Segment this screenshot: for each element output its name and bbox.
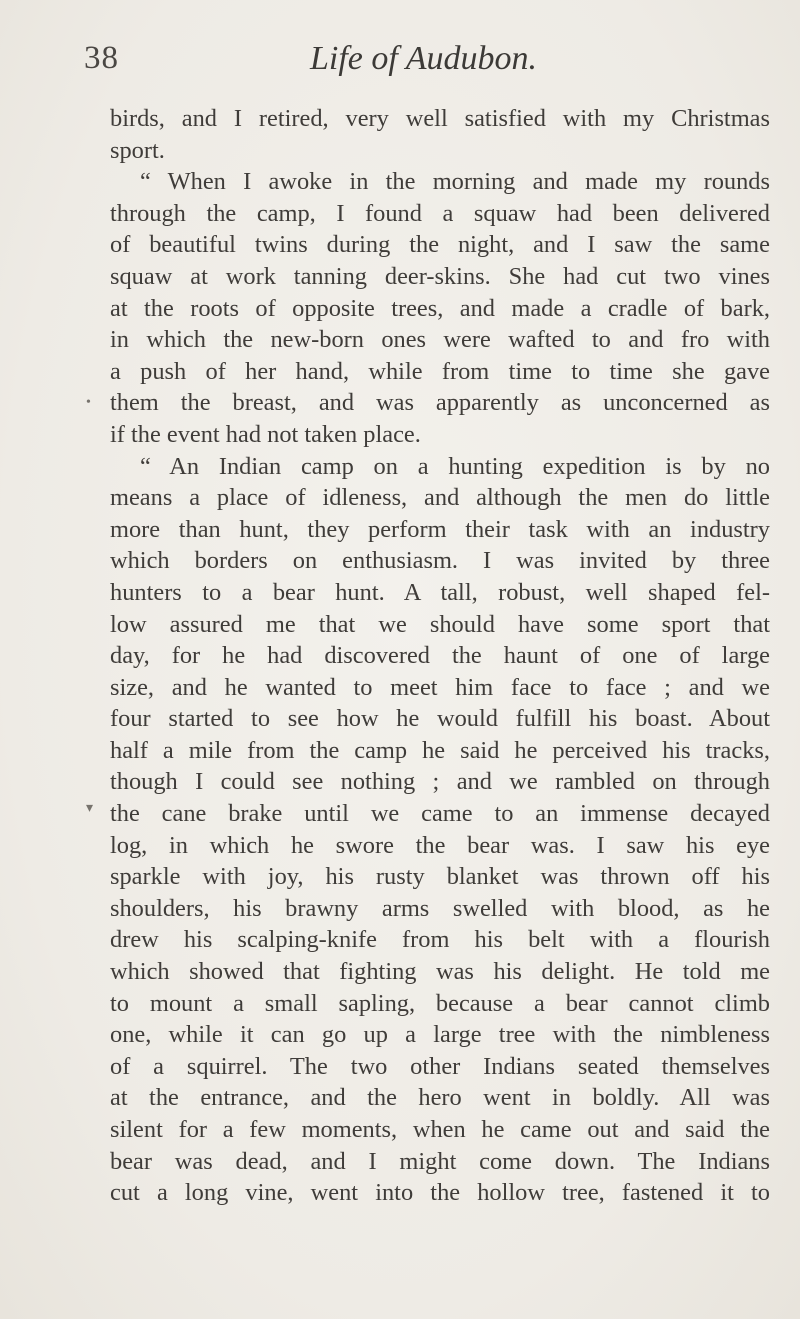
text-line: though I could see nothing ; and we rambled on through [110, 768, 770, 796]
text-line: at the roots of opposite trees, and made a cradle of bark, [110, 294, 770, 322]
text-line: drew his scalping-knife from his belt with a flourish [110, 926, 770, 954]
text-line: one, while it can go up a large tree with the nimbleness [110, 1021, 770, 1049]
text-line: log, in which he swore the bear was. I saw his eye [110, 831, 770, 859]
text-line: four started to see how he would fulfill his boast. About [110, 705, 770, 733]
text-line: cut a long vine, went into the hollow tree, fastened it to [110, 1179, 770, 1207]
text-line: which borders on enthusiasm. I was invited by three [110, 547, 770, 575]
text-line: through the camp, I found a squaw had been delivered [110, 199, 770, 227]
text-line: of beautiful twins during the night, and I saw the same [110, 231, 770, 259]
text-line: birds, and I retired, very well satisfied with my Christmas [110, 105, 770, 132]
text-line: size, and he wanted to meet him face to face ; and we [110, 673, 770, 701]
running-title: Life of Audubon. [310, 40, 537, 77]
text-line: to mount a small sapling, because a bear cannot climb [110, 989, 770, 1017]
text-line: them the breast, and was apparently as unconcerned as [110, 389, 770, 417]
text-line: bear was dead, and I might come down. The Indians [110, 1147, 770, 1175]
page-number: 38 [84, 40, 119, 76]
text-line: day, for he had discovered the haunt of one of large [110, 642, 770, 670]
text-line: sparkle with joy, his rusty blanket was thrown off his [110, 863, 770, 891]
text-line: a push of her hand, while from time to time she gave [110, 357, 770, 385]
text-line: low assured me that we should have some sport that [110, 610, 770, 638]
text-line: at the entrance, and the hero went in boldly. All was [110, 1084, 770, 1112]
margin-mark: • [86, 395, 91, 410]
text-line: half a mile from the camp he said he perceived his tracks, [110, 736, 770, 764]
page-header [0, 40, 800, 84]
text-line: sport. [110, 136, 165, 164]
text-line: more than hunt, they perform their task with an industry [110, 515, 770, 543]
text-line: means a place of idleness, and although the men do little [110, 484, 770, 512]
text-line: silent for a few moments, when he came out and said the [110, 1116, 770, 1143]
text-line: “ When I awoke in the morning and made my rounds [140, 168, 770, 196]
text-line: of a squirrel. The two other Indians seated themselves [110, 1052, 770, 1080]
text-line: the cane brake until we came to an immense decayed [110, 800, 770, 828]
margin-mark: ▾ [86, 801, 94, 816]
text-line: in which the new-born ones were wafted to and fro with [110, 326, 770, 354]
text-line: shoulders, his brawny arms swelled with blood, as he [110, 894, 770, 922]
text-line: “ An Indian camp on a hunting expedition is by no [140, 452, 770, 480]
text-line: squaw at work tanning deer-skins. She had cut two vines [110, 262, 770, 290]
body-text [110, 103, 770, 1209]
text-line: which showed that fighting was his delight. He told me [110, 958, 770, 986]
text-line: hunters to a bear hunt. A tall, robust, well shaped fel- [110, 578, 770, 606]
text-line: if the event had not taken place. [110, 420, 421, 448]
